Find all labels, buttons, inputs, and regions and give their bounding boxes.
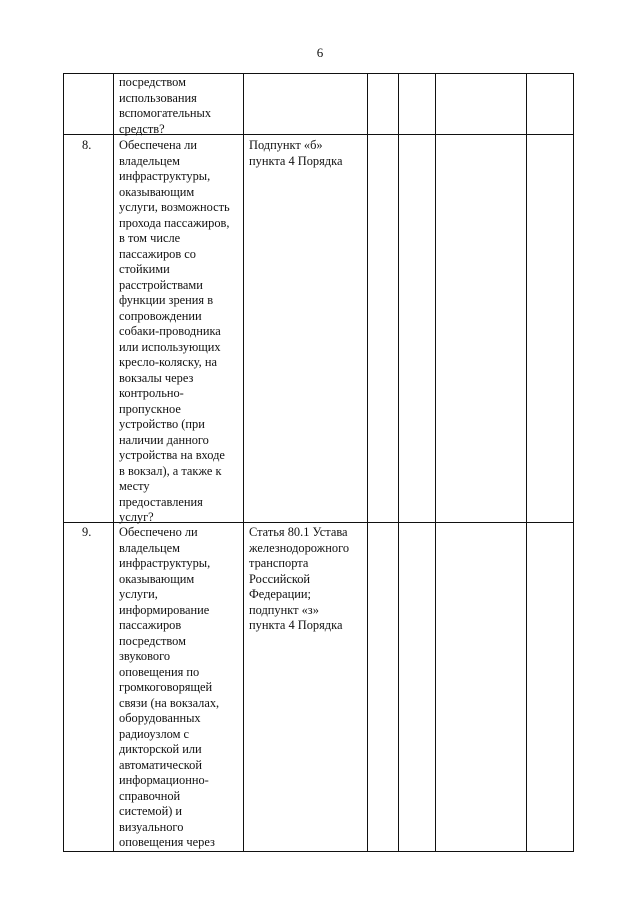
row-number: 9.: [82, 525, 92, 539]
column-divider: [113, 73, 114, 852]
page-number: 6: [316, 45, 324, 60]
column-divider: [367, 73, 368, 852]
column-divider: [398, 73, 399, 852]
row-number: 8.: [82, 138, 92, 152]
question-cell: посредством использования вспомогательных средств?: [119, 75, 212, 136]
reference-cell: Статья 80.1 Устава железнодорожного транспорта Российской Федерации; подпункт «з» пункта 4 Порядка: [249, 525, 350, 632]
column-divider: [435, 73, 436, 852]
table-border-bottom: [63, 851, 574, 852]
column-divider: [243, 73, 244, 852]
column-divider: [63, 73, 64, 852]
question-cell: Обеспечено ли владельцем инфраструктуры, оказывающим услуги, информирование пассажиров посредством звукового оповещения по громкоговорящей связи (на вокзалах, оборудованных радиоузлом с дикторской или автоматической информационно- справочной системой) и визуального оповещения через: [119, 525, 220, 849]
reference-cell: Подпункт «б» пункта 4 Порядка: [249, 138, 343, 168]
table-border-top: [63, 73, 574, 74]
column-divider: [526, 73, 527, 852]
column-divider: [573, 73, 574, 852]
question-cell: Обеспечена ли владельцем инфраструктуры, оказывающим услуги, возможность прохода пассажиров, в том числе пассажиров со стойкими расстройствами функции зрения в сопровождении собаки-проводника или использующих кресло-коляску, на вокзалы через контрольно- пропускное устройство (при наличии данного устройства на входе в вокзал), а также к месту предоставления услуг?: [119, 138, 230, 524]
